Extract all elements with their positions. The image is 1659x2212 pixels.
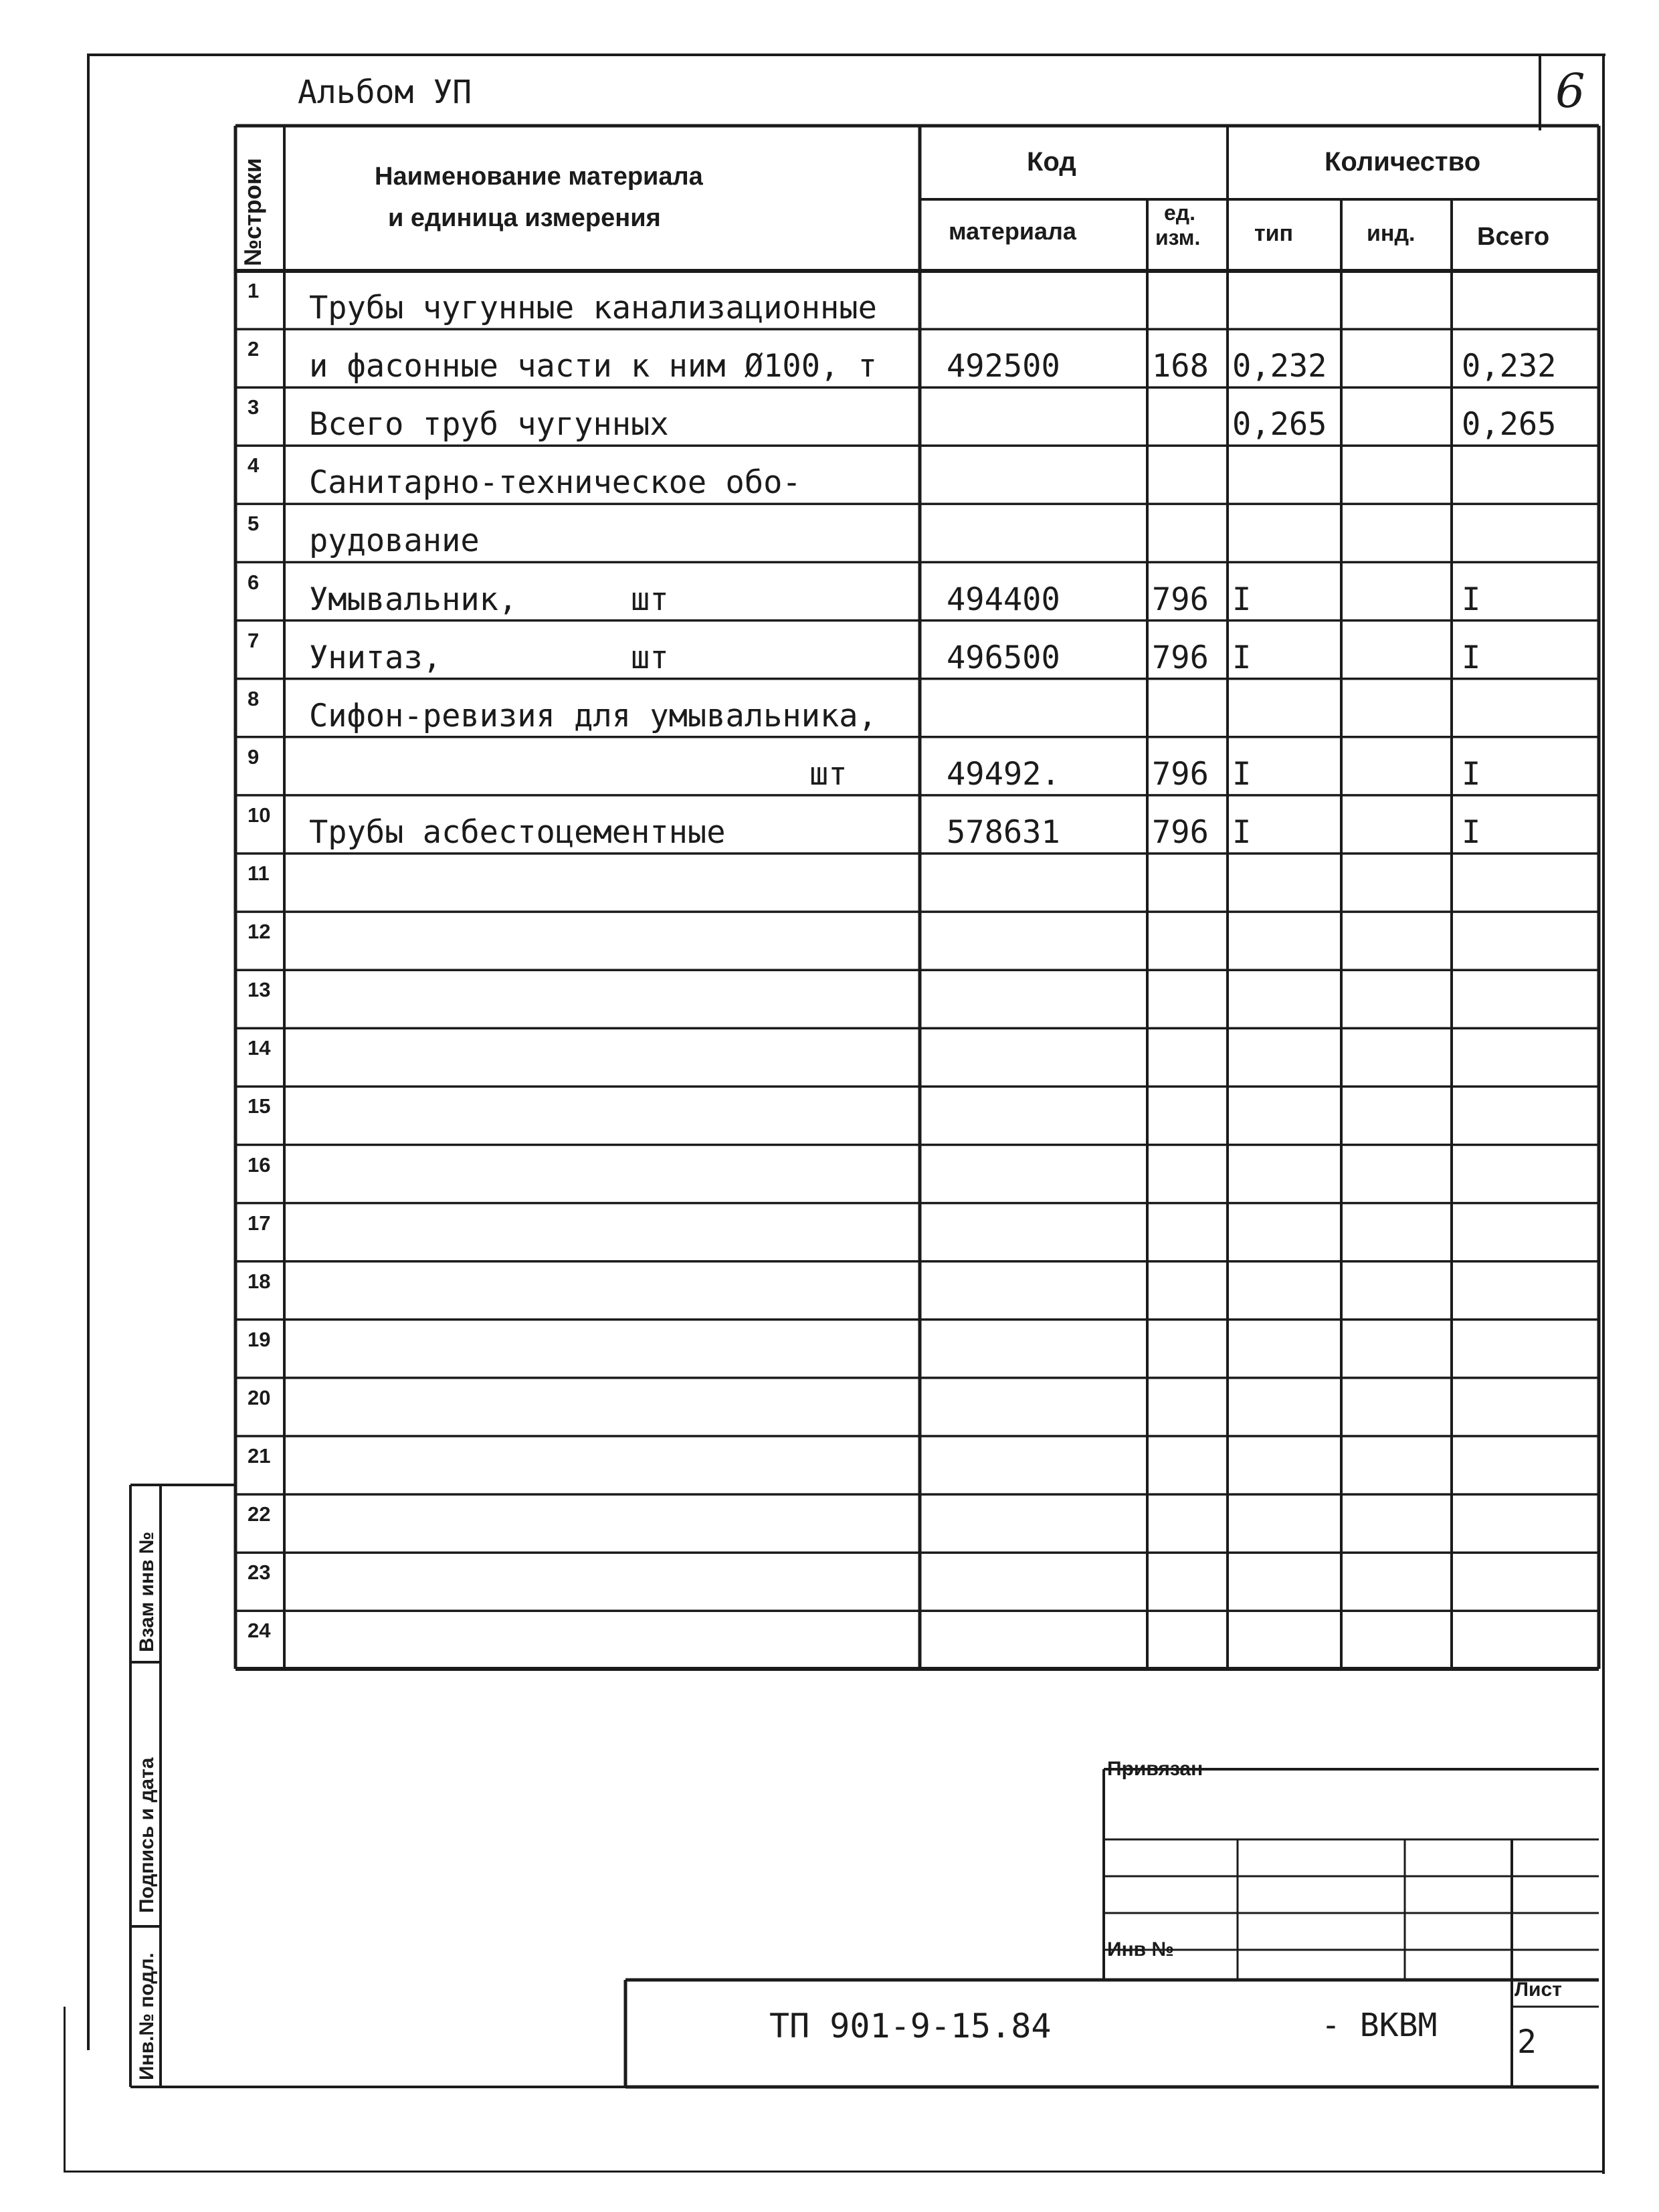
row-14-n: 14 [248,1036,271,1060]
row-2-type: 0,232 [1232,348,1327,385]
title-doc-suffix: - ВКВМ [1321,2007,1438,2044]
row-10-total: I [1462,813,1481,851]
row-7-unit: 796 [1152,639,1209,676]
title-sheet-label: Лист [1515,1979,1562,2001]
row-9-name: шт [809,755,848,793]
row-18-n: 18 [248,1269,271,1293]
row-3-type: 0,265 [1232,406,1327,443]
header-qty-ind: инд. [1367,221,1416,246]
row-11-n: 11 [248,862,270,885]
row-2-n: 2 [248,337,260,361]
row-4-n: 4 [248,454,260,478]
stamp-signature-date: Подпись и дата [136,1757,158,1913]
row-22-n: 22 [248,1502,271,1526]
row-7-type: I [1232,639,1252,676]
row-10-type: I [1232,813,1252,851]
row-21-n: 21 [248,1444,271,1468]
row-7-total: I [1462,639,1481,676]
row-3-total: 0,265 [1462,406,1557,443]
header-name-line1: Наименование материала [375,163,703,191]
header-code-unit-1: ед. [1164,201,1195,225]
row-1-n: 1 [248,279,260,302]
row-9-n: 9 [248,744,260,769]
row-10-n: 10 [248,803,271,827]
header-code-material: материала [949,217,1076,245]
row-16-n: 16 [248,1152,271,1177]
row-2-unit: 168 [1152,348,1209,385]
row-6-name: Умывальник, шт [309,581,669,618]
header-code-unit-2: изм. [1155,225,1201,249]
row-15-n: 15 [248,1094,271,1118]
title-bound-label: Привязан [1107,1758,1203,1780]
row-6-unit: 796 [1152,581,1209,618]
title-doc-code: ТП 901-9-15.84 [769,2007,1052,2045]
row-3-name: Всего труб чугунных [309,406,669,443]
header-quantity: Количество [1325,147,1481,177]
title-inv-label: Инв № [1107,1938,1174,1960]
row-24-n: 24 [248,1619,271,1643]
row-5-name: рудование [309,522,480,560]
row-12-n: 12 [248,920,271,944]
row-5-n: 5 [248,512,260,536]
row-6-total: I [1462,581,1481,618]
row-9-total: I [1462,755,1481,793]
row-7-code: 496500 [947,639,1060,676]
row-23-n: 23 [248,1561,271,1585]
row-9-code: 49492. [947,755,1060,793]
header-code: Код [1027,147,1076,177]
page-number: 6 [1555,64,1585,118]
stamp-replaced-inv: Взам инв № [136,1531,158,1652]
row-17-n: 17 [248,1211,271,1235]
row-2-code: 492500 [947,348,1060,385]
row-2-total: 0,232 [1462,348,1557,385]
row-8-name: Сифон-ревизия для умывальника, [309,697,877,734]
row-1-name: Трубы чугунные канализационные [309,290,877,326]
header-name-line2: и единица измерения [388,204,661,232]
row-9-unit: 796 [1152,755,1209,793]
row-13-n: 13 [248,978,271,1002]
stamp-original-inv: Инв.№ подл. [136,1952,158,2080]
row-10-name: Трубы асбестоцементные [309,813,726,851]
row-2-name: и фасонные части к ним Ø100, т [309,348,877,385]
row-6-type: I [1232,581,1252,618]
header-qty-type: тип [1254,221,1294,246]
row-6-code: 494400 [947,581,1060,618]
row-20-n: 20 [248,1385,271,1409]
album-title: Альбом УП [298,74,472,111]
row-9-type: I [1232,755,1252,793]
row-3-n: 3 [248,395,260,419]
row-7-n: 7 [248,628,260,652]
row-10-unit: 796 [1152,813,1209,851]
row-7-name: Унитаз, шт [309,639,669,676]
row-19-n: 19 [248,1327,271,1351]
header-qty-total: Всего [1477,223,1550,251]
header-row-no: №строки [239,158,266,266]
title-sheet-number: 2 [1517,2023,1537,2061]
row-10-code: 578631 [947,813,1060,851]
row-6-n: 6 [248,570,260,594]
row-4-name: Санитарно-техническое обо- [309,464,801,502]
row-8-n: 8 [248,686,260,710]
